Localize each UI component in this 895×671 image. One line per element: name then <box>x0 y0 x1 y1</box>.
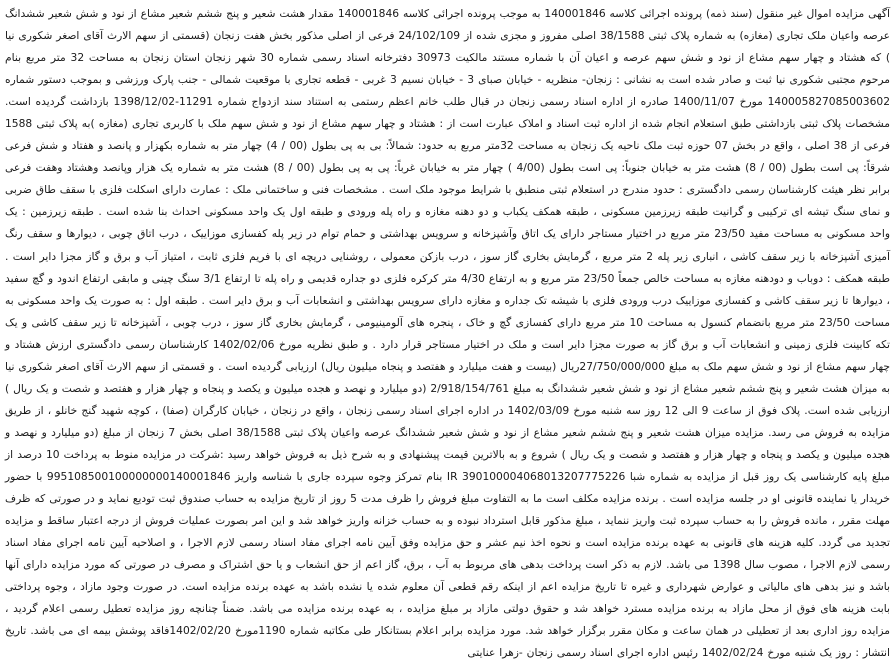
auction-notice-text: آگهی مزایده اموال غیر منقول (سند ذمه) پرونده اجرائی کلاسه 140001846 به موجب پرونده اجرائی کلاسه 140001846 مقدار هشت شعیر و پنج ششم شعیر مشاع از نود و شش شعیر ششدانگ عرصه واعیان ملک تجاری (مغازه) به شماره پلاک ثبتی 38/1588 اصلی مفروز و مجزی شده از 24/102/109 فرعی از اصلی مذکور بخش هفت زنجان (قسمتی از سهم الارث آقای اصغر شکوری نیا ) که هشتاد و چهار سهم مشاع از نود و شش سهم عرصه و اعیان آن با شماره مستند مالکیت 30973 دفترخانه اسناد رسمی شماره 30 شهر زنجان استان زنجان به مساحت 32 متر مربع بنام مرحوم مجتبی شکوری نیا ثبت و صادر شده است به نشانی : زنجان- منظریه - خیابان صبای 3 - خیابان نسیم 3 غربی - قطعه تجاری با موقعیت شمالی - جنب پارک ورزشی و بموجب دستور شماره 140005827085003602 مورخ 1400/11/07 صادره از اداره اسناد رسمی زنجان در قبال طلب خانم اعظم رستمی به استناد سند ازدواج شماره 11291-1398/12/02 بازداشت گردیده است. مشخصات پلاک ثبتی بازداشتی طبق استعلام انجام شده از اداره ثبت اسناد و املاک عبارت است از : هشتاد و چهار سهم مشاع از نود و شش سهم ملک با کاربری تجاری (مغازه )به پلاک ثبتی 1588 فرعی از 38 اصلی ، واقع در بخش 07 حوزه ثبت ملک ناحیه یک زنجان به مساحت 32متر مربع به حدود: شمالاً: بی به پی بطول (00 / 4) چهار متر به شماره بکهزار و پانصد و هفتاد و شش فرعی شرقاً: پی است بطول (00 / 8) هشت متر به خیابان جنوباً: پی است بطول (4/00 ) چهار متر به خیابان غرباً: پی به پی بطول (00 / 8) هشت متر به شماره یک هزار وپانصد وهشتاد وهفت فرعی برابر نظر هیئت کارشناسان رسمی دادگستری : حدود مندرج در استعلام ثبتی منطبق با شرایط موجود ملک است . مشخصات فنی و ساختمانی ملک : عمارت دارای اسکلت فلزی با سقف طاق ضربی و نمای سنگ تیشه ای ترکیبی و گرانیت طبقه زیرزمین مسکونی ، طبقه همکف یکباب و دو دهنه مغازه و راه پله ورودی و طبقه اول یک واحد مسکونی احداث بنا شده است . طبقه زیرزمین : یک واحد مسکونی به مساحت مفید 23/50 متر مربع در اختیار مستاجر دارای یک اتاق وآشپزخانه و سرویس بهداشتی و حمام توام در زیر پله کفسازی موزاییک ، درب اتاق چوبی ، دیوارها و سقف رنگ آمیزی آشپزخانه با زیر سقف کاشی ، انباری زیر پله 2 متر مربع ، گرمایش بخاری گاز سوز ، درب بازکن معمولی ، روشنایی دریچه ای با فریم فلزی ثابت ، امتیاز آب و برق و گاز مجزا دایر است . طبقه همکف : دوباب و دودهنه مغازه به مساحت خالص جمعاً 23/50 متر مربع و به ارتفاع 4/30 متر کرکره فلزی دو جداره قدیمی و راه پله تا ارتفاع 3/1 سنگ چینی و مابقی ارتفاع اندود و گچ سفید ، دیوارها تا زیر سقف کاشی و کفسازی موزاییک درب ورودی فلزی با شیشه تک جداره و مغازه دارای سرویس بهداشتی و انشعابات آب و برق دایر است . طبقه اول : به صورت یک واحد مسکونی به مساحت 23/50 متر مربع بانضمام کنسول به مساحت 10 متر مربع دارای کفسازی گچ و خاک ، پنجره های آلومینیومی ، گرمایش بخاری گاز سوز ، درب چوبی ، آشپزخانه تا زیر سقف کاشی و یک تکه کابینت فلزی زمینی و انشعابات آب و برق گاز به صورت مجزا دایر است و ملک در اختیار مستاجر قرار دارد . و طبق نظریه مورخ 1402/02/06 کارشناسان رسمی دادگستری ارزش هشتاد و چهار سهم مشاع از نود و شش سهم ملک به مبلغ 27/750/000/000ریال (بیست و هفت میلیارد و هفتصد و پنجاه میلیون ریال) ارزیابی گردیده است . و قسمتی از سهم الارث آقای اصغر شکوری نیا به میزان هشت شعیر و پنج ششم شعیر مشاع از نود و شش شعیر ششدانگ به مبلغ 2/918/154/761 (دو میلیارد و نهصد و هجده میلیون و یکصد و پنجاه و چهار هزار و هفتصد و شصت و یک ریال ) ارزیابی شده است. پلاک فوق از ساعت 9 الی 12 روز سه شنبه مورخ 1402/03/09 در اداره اجرای اسناد رسمی زنجان ، واقع در زنجان ، خیابان کارگران (صفا) ، کوچه شهید گنج خانلو ، از طریق مزایده به فروش می رسد. مزایده میزان هشت شعیر و پنج ششم شعیر مشاع از نود و شش شعیر ششدانگ عرصه واعیان پلاک ثبتی 38/1588 اصلی بخش 7 زنجان از مبلغ (دو میلیارد و نهصد و هجده میلیون و یکصد و پنجاه و چهار هزار و هفتصد و شصت و یک ریال ) شروع و به بالاترین قیمت پیشنهادی و به شرح ذیل به فروش خواهد رسید :شرکت در مزایده منوط به پرداخت 10 درصد از مبلغ پایه کارشناسی یک روز قبل از مزایده به شماره شبا IR 390100004068013207775226 بنام تمرکز وجوه سپرده جاری با شناسه واریز 995108500100000000140001846 با حضور خریدار یا نماینده قانونی او در جلسه مزایده است . برنده مزایده مکلف است ما به التفاوت مبلغ فروش را ظرف مدت 5 روز از تاریخ مزایده به حساب صندوق ثبت تودیع نماید و در صورتی که ظرف مهلت مقرر ، مانده فروش را به حساب سپرده ثبت واریز ننماید ، مبلغ مذکور قابل استرداد نبوده و به حساب خزانه واریز خواهد شد و این امر بصورت عملیات فروش از درجه اعتبار ساقط و مزایده تجدید می گردد. کلیه هزینه های قانونی به عهده برنده مزایده است و نحوه اخذ نیم عشر و حق مزایده وفق آیین نامه اجرای مفاد اسناد رسمی لازم الاجرا ، و اصلاحیه آیین نامه اجرای مفاد اسناد رسمی لازم الاجرا ، مصوب سال 1398 می باشد. لازم به ذکر است پرداخت بدهی های مربوط به آب ، برق، گاز اعم از حق انشعاب و یا حق اشتراک و مصرف در صورتی که مورد مزایده دارای آنها باشد و نیز بدهی های مالیاتی و عوارض شهرداری و غیره تا تاریخ مزایده اعم از اینکه رقم قطعی آن معلوم شده یا نشده باشد به عهده برنده مزایده است. در صورت وجود مازاد ، وجوه پرداختی بابت هزینه های فوق از محل مازاد به برنده مزایده مسترد خواهد شد و حقوق دولتی مازاد بر مبلغ مزایده ، به عهده برنده مزایده می باشد. ضمناً چنانچه روز مزایده تعطیل رسمی اعلام گردید ، مزایده روز اداری بعد از تعطیلی در همان ساعت و مکان مقرر برگزار خواهد شد. مورد مزایده برابر اعلام بستانکار طی مکاتبه شماره 1190مورخ 1402/02/20فاقد پوشش بیمه ای می باشد. تاریخ انتشار : روز یک شنبه مورخ 1402/02/24 رئیس اداره اجرای اسناد رسمی زنجان -زهرا عنایتی <box>5 7 891 660</box>
